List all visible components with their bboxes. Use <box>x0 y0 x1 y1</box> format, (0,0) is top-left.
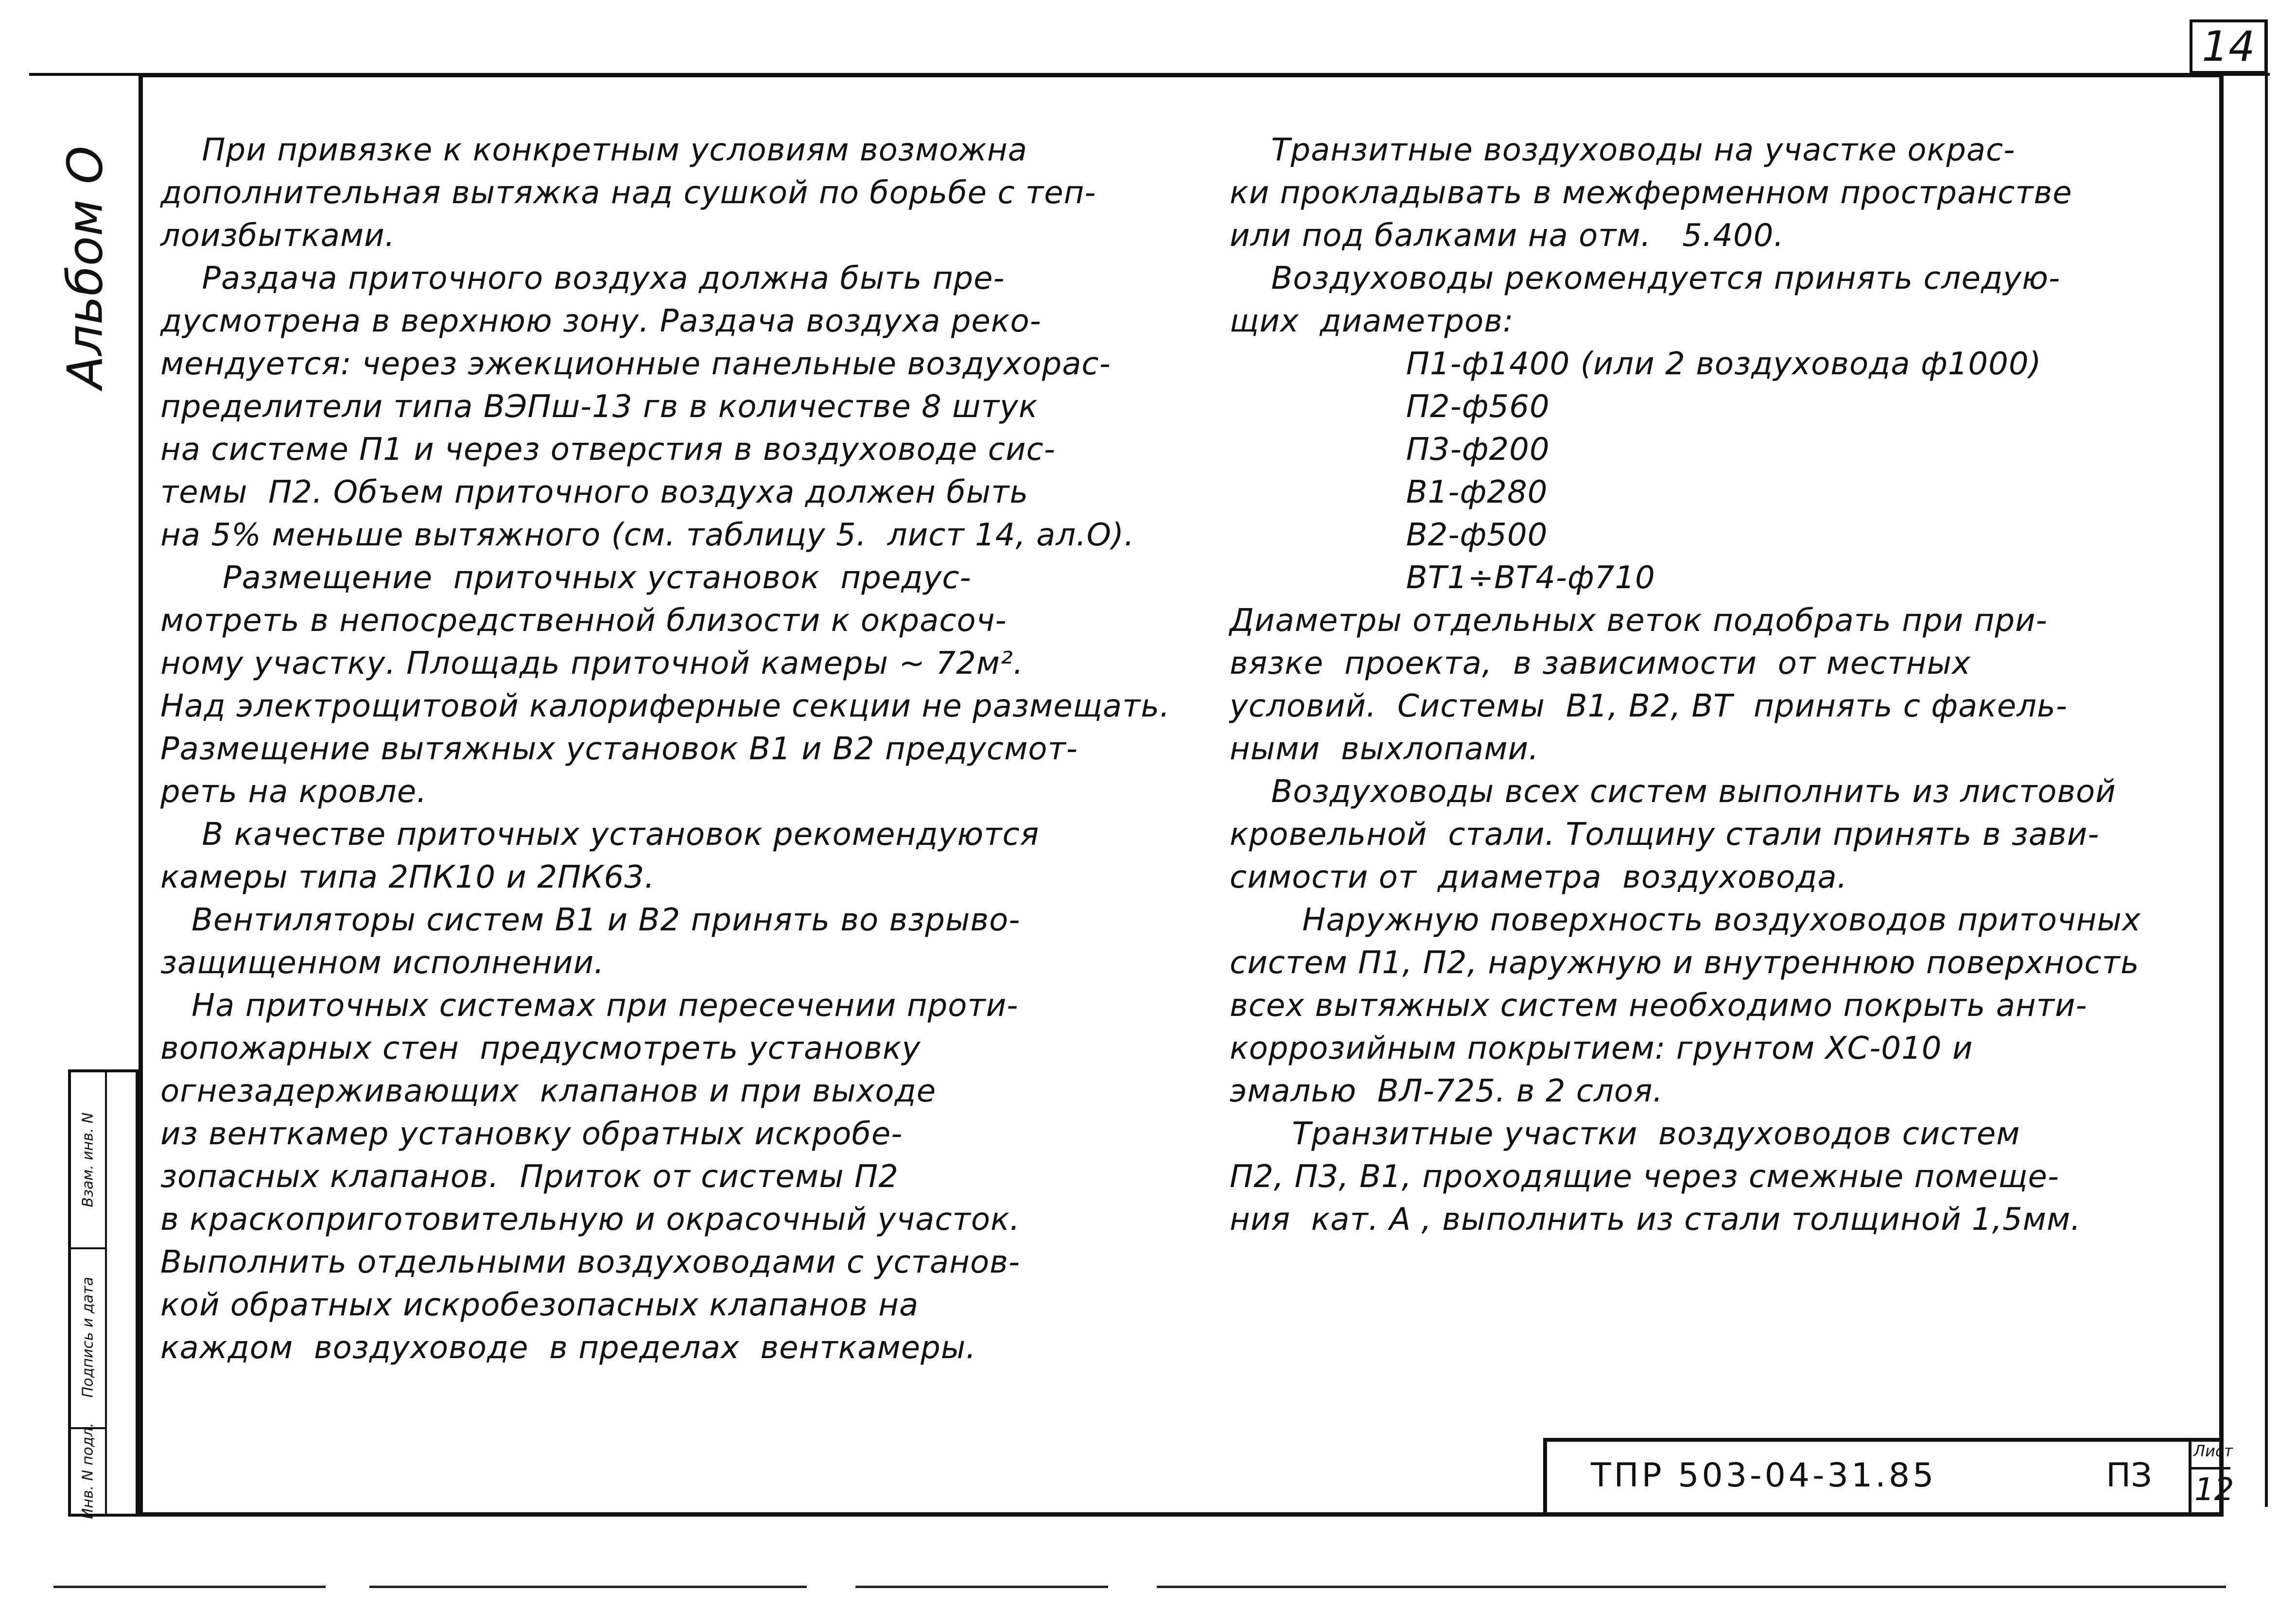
text-line: дополнительная вытяжка над сушкой по борьбе с теп- <box>160 175 1096 211</box>
text-line: мотреть в непосредственной близости к окрасоч- <box>160 603 1007 639</box>
text-line: П2-ф560 <box>1230 389 1550 425</box>
text-line: вопожарных стен предусмотреть установку <box>160 1031 921 1066</box>
title-sheet-number: 12 <box>2194 1472 2234 1508</box>
scan-edge-line <box>1157 1586 2226 1588</box>
side-stamp-signature: Подпись и дата <box>79 1276 97 1398</box>
text-line: темы П2. Объем приточного воздуха должен быть <box>160 474 1029 510</box>
text-line: В2-ф500 <box>1230 517 1548 553</box>
text-line: ния кат. А , выполнить из стали толщиной 1,5мм. <box>1230 1202 2081 1238</box>
text-line: из венткамер установку обратных искробе- <box>160 1116 903 1152</box>
text-line: Транзитные участки воздуховодов систем <box>1230 1116 2020 1152</box>
text-line: кой обратных искробезопасных клапанов на <box>160 1287 919 1323</box>
text-line: всех вытяжных систем необходимо покрыть анти- <box>1230 988 2087 1024</box>
text-line: Над электрощитовой калориферные секции не размещать. <box>160 688 1170 724</box>
text-line: ки прокладывать в межферменном пространстве <box>1230 175 2072 211</box>
text-line: Раздача приточного воздуха должна быть пре- <box>160 261 1005 297</box>
text-line: кровельной стали. Толщину стали принять в зави- <box>1230 817 2100 853</box>
text-line: Вентиляторы систем В1 и В2 принять во взрыво- <box>160 902 1021 938</box>
scan-edge-line <box>855 1586 1108 1588</box>
text-line: На приточных системах при пересечении проти- <box>160 988 1019 1024</box>
text-line: симости от диаметра воздуховода. <box>1230 859 1848 895</box>
text-line: на 5% меньше вытяжного (см. таблицу 5. лист 14, ал.О). <box>160 517 1135 553</box>
text-line: При привязке к конкретным условиям возможна <box>160 132 1027 168</box>
text-line: лоизбытками. <box>160 218 396 254</box>
text-line: щих диаметров: <box>1230 303 1514 339</box>
text-line: Диаметры отдельных веток подобрать при при- <box>1230 603 2048 639</box>
text-line: или под балками на отм. 5.400. <box>1230 218 1784 254</box>
outer-border-right <box>2265 19 2268 1507</box>
text-line: зопасных клапанов. Приток от системы П2 <box>160 1159 899 1195</box>
text-line: ВТ1÷ВТ4-ф710 <box>1230 560 1655 596</box>
text-line: защищенном исполнении. <box>160 945 605 981</box>
title-sheet-label: Лист <box>2193 1442 2233 1460</box>
side-stamp-inventory: Инв. N подл. <box>79 1422 97 1520</box>
title-block <box>1543 1438 2234 1517</box>
side-stamp-replaces: Взам. инв. N <box>79 1112 97 1207</box>
text-line: в краскоприготовительную и окрасочный участок. <box>160 1202 1020 1238</box>
text-line: Размещение приточных установок предус- <box>160 560 972 596</box>
text-line: реть на кровле. <box>160 774 427 810</box>
text-line: каждом воздуховоде в пределах венткамеры. <box>160 1330 976 1366</box>
text-line: эмалью ВЛ-725. в 2 слоя. <box>1230 1073 1663 1109</box>
text-line: Воздуховоды всех систем выполнить из листовой <box>1230 774 2116 810</box>
text-line: Выполнить отдельными воздуховодами с установ- <box>160 1244 1020 1280</box>
scan-edge-line <box>53 1586 326 1588</box>
title-sheet-cell <box>2189 1438 2234 1517</box>
text-line: Наружную поверхность воздуховодов приточных <box>1230 902 2141 938</box>
text-line: Транзитные воздуховоды на участке окрас- <box>1230 132 2016 168</box>
text-line: систем П1, П2, наружную и внутреннюю поверхность <box>1230 945 2139 981</box>
text-line: дусмотрена в верхнюю зону. Раздача воздуха реко- <box>160 303 1042 339</box>
text-line: пределители типа ВЭПш-13 гв в количестве 8 штук <box>160 389 1038 425</box>
album-label <box>49 122 122 413</box>
album-label-text: Альбом О <box>56 145 114 389</box>
text-line: вязке проекта, в зависимости от местных <box>1230 646 1971 682</box>
document-code: ТПР 503-04-31.85 <box>1591 1456 1937 1495</box>
document-mark: ПЗ <box>2106 1456 2152 1495</box>
side-stamp-divider <box>105 1072 107 1514</box>
text-line: камеры типа 2ПК10 и 2ПК63. <box>160 859 655 895</box>
text-line: огнезадерживающих клапанов и при выходе <box>160 1073 937 1109</box>
text-line: П2, П3, В1, проходящие через смежные помеще- <box>1230 1159 2059 1195</box>
left-text-column <box>160 129 1171 1369</box>
text-line: П1-ф1400 (или 2 воздуховода ф1000) <box>1230 346 2042 382</box>
text-line: ному участку. Площадь приточной камеры ~ 72м². <box>160 646 1024 682</box>
text-line: на системе П1 и через отверстия в воздуховоде сис- <box>160 432 1056 468</box>
scan-edge-line <box>369 1586 807 1588</box>
text-line: мендуется: через эжекционные панельные воздухорас- <box>160 346 1111 382</box>
text-line: В качестве приточных установок рекомендуются <box>160 817 1040 853</box>
text-line: ными выхлопами. <box>1230 731 1539 767</box>
text-line: коррозийным покрытием: грунтом ХС-010 и <box>1230 1031 1973 1066</box>
text-line: Размещение вытяжных установок В1 и В2 предусмот- <box>160 731 1078 767</box>
text-line: В1-ф280 <box>1230 474 1548 510</box>
sheet-number: 14 <box>2190 19 2267 74</box>
title-sheet-divider <box>2192 1467 2230 1469</box>
text-line: условий. Системы В1, В2, ВТ принять с факель- <box>1230 688 2068 724</box>
side-stamp <box>68 1069 139 1520</box>
text-line: П3-ф200 <box>1230 432 1550 468</box>
text-line: Воздуховоды рекомендуется принять следую- <box>1230 261 2061 297</box>
right-text-column <box>1230 129 2202 1241</box>
